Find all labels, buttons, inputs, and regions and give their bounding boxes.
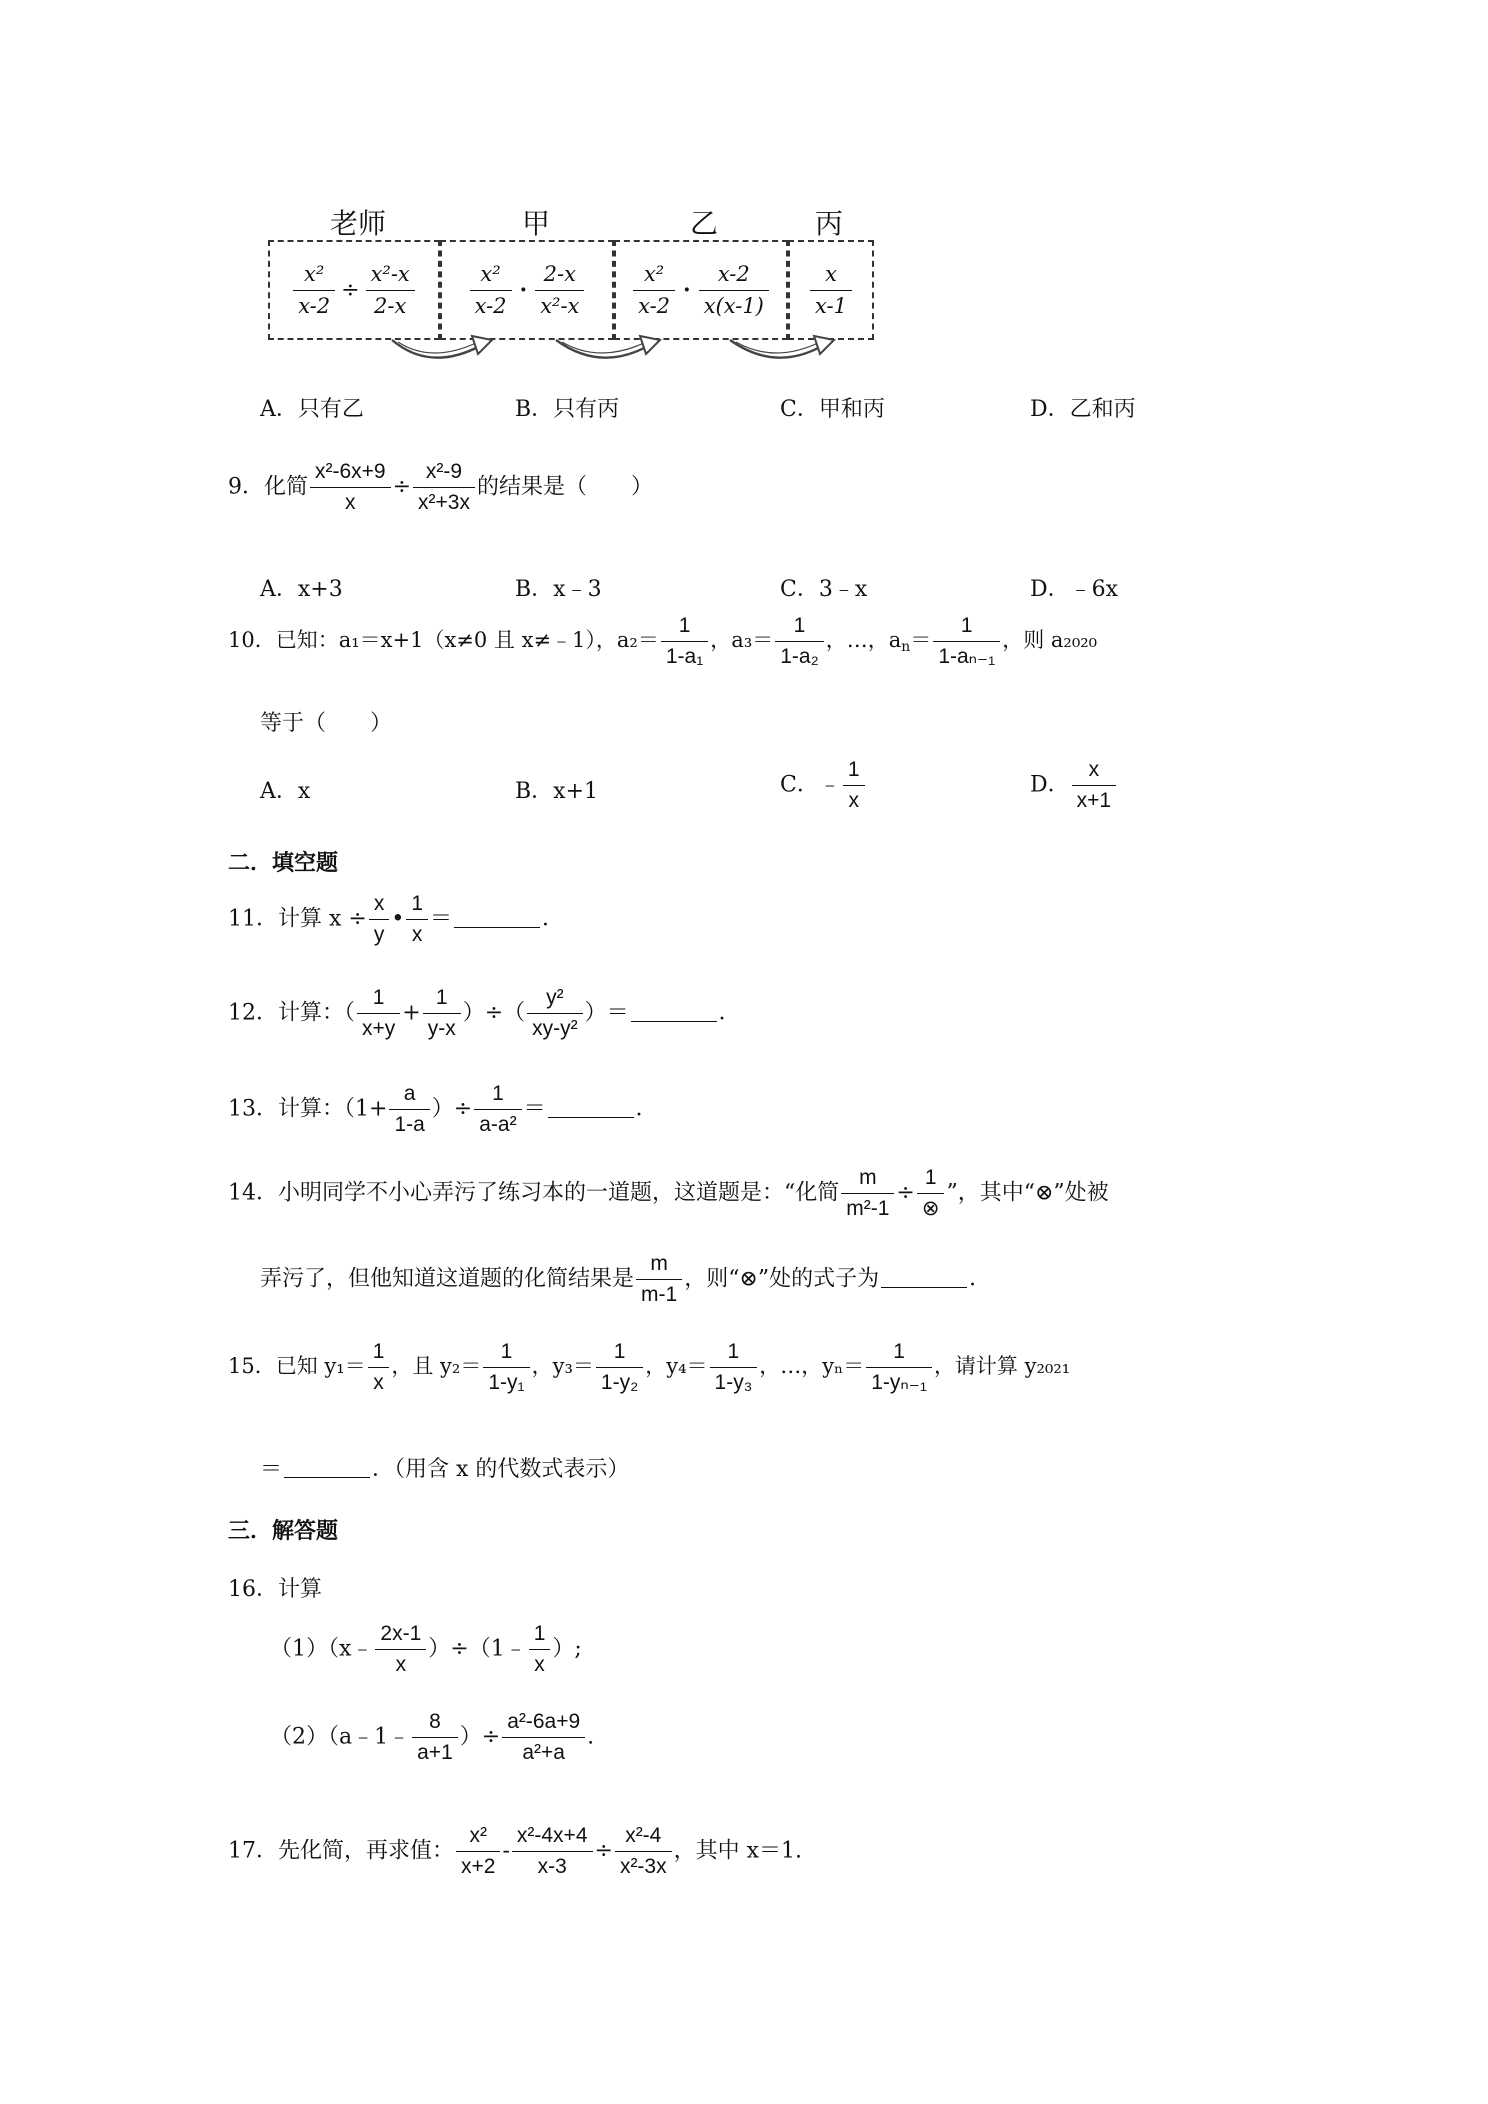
fraction: $\frac{1}{\text{1-y₁}}$: [483, 1340, 529, 1395]
arrow-2: [556, 340, 648, 358]
box-jia: $\frac{\text{x²}}{x-2}$ · $\frac{2-x}{\text{x²-x}}$: [440, 240, 614, 340]
answer-blank[interactable]: [631, 1021, 717, 1022]
fraction: $\frac{1}{\text{1-y₂}}$: [596, 1340, 643, 1395]
fraction: $\frac{m}{\text{m²-1}}$: [841, 1166, 894, 1221]
fraction: $\frac{1}{x+y}$: [357, 986, 400, 1041]
fraction: $\frac{1}{x}$: [406, 892, 428, 947]
fraction: $\frac{\text{x²}}{x-2}$: [293, 262, 335, 317]
label-yi: 乙: [690, 207, 719, 240]
fraction: $\frac{2-x}{\text{x²-x}}$: [535, 262, 584, 317]
fraction: $\frac{m}{m-1}$: [636, 1252, 682, 1307]
fraction: $\frac{x}{x+1}$: [1072, 758, 1116, 813]
fraction: $\frac{\text{x²-4}}{\text{x²-3x}}$: [615, 1824, 672, 1879]
q9-option-b: B．x﹣3: [515, 577, 602, 602]
fraction: $\frac{x}{y}$: [369, 892, 390, 947]
fraction: $\frac{1}{x}$: [843, 758, 865, 813]
question-17: 17．先化简，再求值： $\frac{\text{x²}}{x+2}$ - $\frac{\text{x²-4x+4}}{x-3}$ ÷ $\frac{\text{x²-4}}{\text{x²-3x}}$ ，其中 x＝1.: [228, 1824, 803, 1879]
answer-blank[interactable]: [454, 927, 540, 928]
question-13: 13．计算：（1+ $\frac{a}{1-a}$ ）÷ $\frac{1}{\text{a-a²}}$ ＝ ．: [228, 1082, 658, 1137]
question-16-part-1: （1）（x﹣ $\frac{2x-1}{x}$ ）÷（1﹣ $\frac{1}{x}$ ）;: [270, 1622, 582, 1677]
box-teacher: $\frac{\text{x²}}{x-2}$ ÷ $\frac{\text{x²-x}}{2-x}$: [268, 240, 440, 340]
q10-option-c: C．﹣ $\frac{1}{x}$: [780, 758, 867, 813]
fraction: $\frac{\text{y²}}{\text{xy-y²}}$: [527, 986, 583, 1041]
fraction: $\frac{x-2}{x(x-1)}$: [699, 262, 769, 317]
answer-blank[interactable]: [881, 1287, 967, 1288]
q9-option-d: D．﹣6x: [1030, 577, 1119, 602]
fraction: $\frac{1}{\text{1-a₂}}$: [775, 614, 824, 669]
box-yi: $\frac{\text{x²}}{x-2}$ · $\frac{x-2}{x(x-1)}$: [614, 240, 788, 340]
fraction: $\frac{1}{\text{1-aₙ₋₁}}$: [933, 614, 1000, 669]
fraction: $\frac{a}{1-a}$: [389, 1082, 429, 1137]
q8-option-c: C．甲和丙: [780, 397, 885, 422]
fraction: $\frac{1}{y-x}$: [423, 986, 461, 1041]
q8-option-a: A．只有乙: [260, 397, 364, 422]
q10-option-b: B．x+1: [515, 779, 599, 804]
q8-option-d: D．乙和丙: [1030, 397, 1136, 422]
label-bing: 丙: [815, 207, 844, 240]
arrow-1: [392, 340, 480, 358]
question-16-part-2: （2）（a﹣1﹣ $\frac{8}{a+1}$ ）÷ $\frac{\text{a²-6a+9}}{\text{a²+a}}$ .: [270, 1710, 595, 1765]
fraction: $\frac{1}{x}$: [529, 1622, 551, 1677]
section-fill-in-heading: 二．填空题: [228, 851, 339, 876]
label-teacher: 老师: [330, 207, 387, 240]
answer-blank[interactable]: [548, 1117, 634, 1118]
question-11: 11．计算 x ÷ $\frac{x}{y}$ • $\frac{1}{x}$ ＝ ．: [228, 892, 565, 947]
fraction: $\frac{\text{x²}}{x+2}$: [456, 1824, 500, 1879]
q14-line2: 弄污了，但他知道这道题的化简结果是 $\frac{m}{m-1}$ ，则“⊗”处的式子为 ．: [260, 1252, 992, 1307]
q9-option-a: A．x+3: [260, 577, 343, 602]
q10-line2: 等于（ ）: [260, 711, 393, 736]
label-jia: 甲: [522, 207, 551, 240]
answer-blank[interactable]: [284, 1477, 370, 1478]
section-answer-heading: 三．解答题: [228, 1519, 339, 1544]
fraction: $\frac{2x-1}{x}$: [375, 1622, 426, 1677]
question-10: 10．已知：a₁＝x+1（x≠0 且 x≠﹣1），a₂＝ $\frac{1}{\text{1-a₁}}$ ，a₃＝ $\frac{1}{\text{1-a₂}}$ ，…，$a_n=$ $\frac{1}{\text{1-aₙ₋₁}}$ ，则 a₂₀₂₀: [228, 614, 1098, 669]
fraction: $\frac{1}{\otimes}$: [917, 1166, 945, 1221]
fraction: $\frac{1}{\text{1-y₃}}$: [710, 1340, 758, 1395]
question-12: 12．计算：（ $\frac{1}{x+y}$ + $\frac{1}{y-x}$ ）÷（ $\frac{\text{y²}}{\text{xy-y²}}$ ）＝ ．: [228, 986, 741, 1041]
box-bing: [788, 240, 874, 340]
fraction: $\frac{1}{\text{a-a²}}$: [474, 1082, 521, 1137]
q10-option-a: A．x: [260, 779, 311, 804]
question-16-title: 16．计算: [228, 1577, 322, 1602]
fraction: $\frac{\text{x²-9}}{\text{x²+3x}}$: [413, 460, 475, 515]
q9-option-c: C．3﹣x: [780, 577, 868, 602]
fraction: $\frac{\text{x²-4x+4}}{x-3}$: [512, 1824, 593, 1879]
fraction: $\frac{1}{\text{1-yₙ₋₁}}$: [866, 1340, 932, 1395]
question-9: 9．化简 $\frac{\text{x²-6x+9}}{x}$ ÷ $\frac{\text{x²-9}}{\text{x²+3x}}$ 的结果是（ ）: [228, 460, 653, 515]
fraction: $\frac{\text{a²-6a+9}}{\text{a²+a}}$: [502, 1710, 585, 1765]
q10-option-d: D． $\frac{x}{x+1}$: [1030, 758, 1118, 813]
question-14: 14．小明同学不小心弄污了练习本的一道题，这道题是：“化简 $\frac{m}{\text{m²-1}}$ ÷ $\frac{1}{\otimes}$ ”，其中“⊗”处被: [228, 1166, 1109, 1221]
fraction: $\frac{\text{x²-x}}{2-x}$: [366, 262, 415, 317]
fraction: $\frac{1}{x}$: [368, 1340, 390, 1395]
arrow-3: [730, 340, 822, 358]
fraction: $\frac{1}{\text{1-a₁}}$: [661, 614, 708, 669]
question-15: 15．已知 y₁＝ $\frac{1}{x}$ ，且 y₂＝ $\frac{1}{\text{1-y₁}}$ ，y₃＝ $\frac{1}{\text{1-y₂}}$ ，y₄＝ $\frac{1}{\text{1-y₃}}$ ，…，yₙ＝ $\frac{1}{\text{1-yₙ₋₁}}$ ，请计算 y₂₀₂₁: [228, 1340, 1071, 1395]
q15-line2: ＝ ．（用含 x 的代数式表示）: [260, 1457, 630, 1482]
fraction: $\frac{\text{x²-6x+9}}{x}$: [310, 460, 391, 515]
fraction: $\frac{x}{x-1}$: [810, 262, 852, 317]
fraction: $\frac{8}{a+1}$: [412, 1710, 458, 1765]
q8-option-b: B．只有丙: [515, 397, 620, 422]
fraction: $\frac{\text{x²}}{x-2}$: [470, 262, 512, 317]
fraction: $\frac{\text{x²}}{x-2}$: [633, 262, 675, 317]
